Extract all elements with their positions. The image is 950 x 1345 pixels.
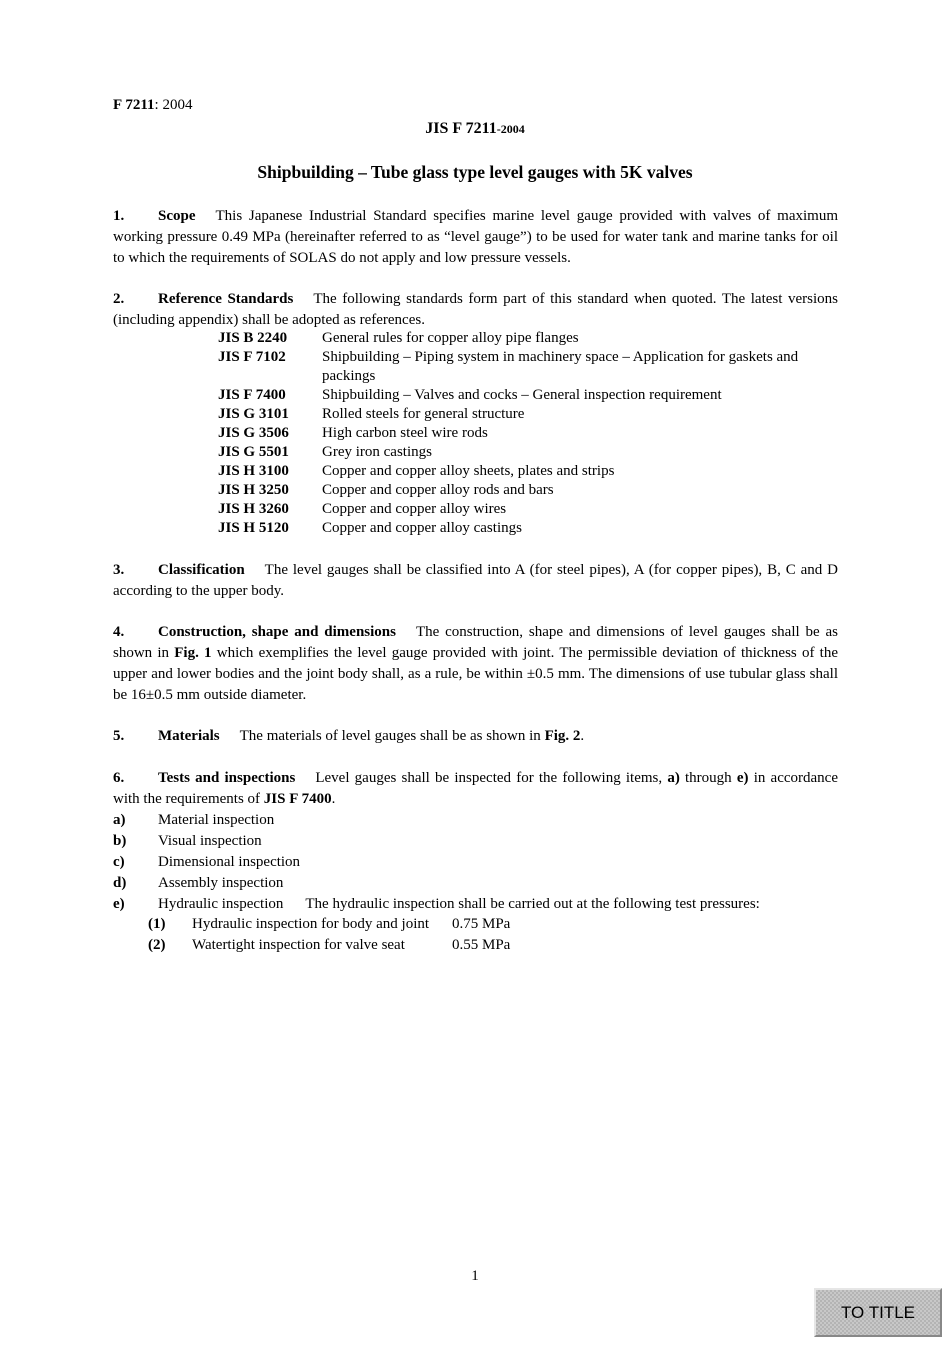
section-scope: [113, 206, 838, 269]
section-text: in accordance with the requirements of: [113, 770, 838, 807]
standard-reference: JIS F 7400: [263, 791, 332, 807]
reference-title: Grey iron castings: [322, 444, 432, 460]
document-title: [0, 120, 950, 138]
document-subtitle: Shipbuilding – Tube glass type level gauges with 5K valves: [257, 162, 693, 182]
section-number: 1.: [113, 208, 125, 224]
reference-code: JIS F 7102: [218, 349, 286, 365]
item-text: Hydraulic inspection: [158, 896, 284, 912]
reference-row: [218, 348, 838, 386]
section-reference-standards: [113, 289, 838, 331]
item-label: d): [113, 875, 127, 891]
section-number: 6.: [113, 770, 125, 786]
document-title-year: -2004: [496, 122, 525, 136]
section-materials: [113, 726, 838, 747]
section-text: The following standards form part of this standard when quoted. The latest versions (including appendix) shall be adopted as references.: [113, 291, 838, 328]
reference-row: [218, 443, 838, 462]
section-heading: Reference Standards: [158, 291, 294, 307]
reference-code: JIS F 7400: [218, 387, 286, 403]
section-classification: [113, 560, 838, 602]
section-text: .: [580, 728, 585, 744]
item-label: b): [113, 833, 127, 849]
item-text: Dimensional inspection: [158, 854, 301, 870]
header-standard-code: F 7211: [113, 97, 155, 113]
reference-row: [218, 519, 838, 538]
section-heading: Classification: [158, 562, 245, 578]
section-heading: Materials: [158, 728, 220, 744]
item-text: Visual inspection: [158, 833, 262, 849]
inspection-item: [113, 810, 274, 831]
section-number: 2.: [113, 291, 125, 307]
inspection-item: [113, 852, 300, 873]
section-text: which exemplifies the level gauge provided with joint. The permissible deviation of thickness of the upper and lower bodies and the joint body shall, as a rule, be within ±0.5 mm. The dimensions of use tubular glass shall be 16±0.5 mm outside diameter.: [113, 645, 839, 703]
pressure-item: [148, 914, 510, 935]
reference-code: JIS H 3250: [218, 482, 289, 498]
section-text: through: [679, 770, 737, 786]
page-number: 1: [471, 1268, 479, 1284]
reference-title: General rules for copper alloy pipe flanges: [322, 330, 579, 346]
item-reference: e): [736, 770, 749, 786]
reference-code: JIS G 3506: [218, 425, 289, 441]
reference-title: High carbon steel wire rods: [322, 425, 488, 441]
reference-row: [218, 424, 838, 443]
section-text: The materials of level gauges shall be as shown in: [239, 728, 545, 744]
figure-reference: Fig. 1: [174, 645, 212, 661]
reference-title: Rolled steels for general structure: [322, 406, 525, 422]
section-text: The level gauges shall be classified into A (for steel pipes), A (for copper pipes), B, C and D according to the upper body.: [113, 562, 838, 599]
reference-code: JIS H 3260: [218, 501, 289, 517]
reference-title: Copper and copper alloy wires: [322, 501, 507, 517]
item-text: Material inspection: [158, 812, 275, 828]
header-year: : 2004: [154, 97, 193, 113]
section-heading: Construction, shape and dimensions: [158, 624, 396, 640]
reference-title: Copper and copper alloy sheets, plates and strips: [322, 463, 615, 479]
reference-code: JIS H 5120: [218, 520, 289, 536]
item-label: c): [113, 854, 125, 870]
reference-code: JIS G 5501: [218, 444, 289, 460]
reference-title: Shipbuilding – Valves and cocks – General inspection requirement: [322, 387, 722, 403]
item-note: The hydraulic inspection shall be carried out at the following test pressures:: [305, 896, 760, 912]
running-header: [113, 97, 192, 114]
reference-title: Shipbuilding – Piping system in machinery space – Application for gaskets and packings: [322, 349, 799, 384]
section-heading: Scope: [158, 208, 196, 224]
section-text: Level gauges shall be inspected for the following items,: [315, 770, 668, 786]
to-title-button[interactable]: TO TITLE: [814, 1288, 942, 1337]
section-text: This Japanese Industrial Standard specifies marine level gauge provided with valves of maximum working pressure 0.49 MPa (hereinafter referred to as “level gauge”) to be used for water tank and marine tanks for oil to which the requirements of SOLAS do not apply and low pressure vessels.: [113, 208, 838, 266]
inspection-item: [113, 894, 760, 915]
sub-item-text: Hydraulic inspection for body and joint: [192, 916, 430, 932]
sub-item-label: (1): [148, 916, 166, 932]
pressure-value: 0.55 MPa: [452, 937, 511, 953]
item-label: e): [113, 896, 125, 912]
section-text: .: [331, 791, 336, 807]
section-tests-inspections: [113, 768, 838, 810]
reference-row: [218, 500, 838, 519]
reference-title: Copper and copper alloy castings: [322, 520, 522, 536]
item-label: a): [113, 812, 126, 828]
pressure-value: 0.75 MPa: [452, 916, 511, 932]
section-heading: Tests and inspections: [158, 770, 296, 786]
section-construction: [113, 622, 838, 706]
sub-item-label: (2): [148, 937, 166, 953]
reference-row: [218, 386, 838, 405]
reference-standards-list: [218, 329, 838, 538]
item-reference: a): [667, 770, 680, 786]
reference-code: JIS H 3100: [218, 463, 289, 479]
reference-row: [218, 481, 838, 500]
reference-title: Copper and copper alloy rods and bars: [322, 482, 554, 498]
reference-row: [218, 405, 838, 424]
reference-code: JIS G 3101: [218, 406, 289, 422]
reference-row: [218, 329, 838, 348]
section-number: 3.: [113, 562, 125, 578]
section-text: The construction, shape and dimensions of level gauges shall be as shown in: [113, 624, 838, 661]
inspection-item: [113, 873, 283, 894]
figure-reference: Fig. 2: [544, 728, 581, 744]
document-title-code: JIS F 7211: [425, 120, 497, 137]
pressure-item: [148, 935, 510, 956]
section-number: 5.: [113, 728, 125, 744]
sub-item-text: Watertight inspection for valve seat: [192, 937, 405, 953]
reference-code: JIS B 2240: [218, 330, 288, 346]
inspection-item: [113, 831, 262, 852]
section-number: 4.: [113, 624, 125, 640]
item-text: Assembly inspection: [158, 875, 284, 891]
reference-row: [218, 462, 838, 481]
